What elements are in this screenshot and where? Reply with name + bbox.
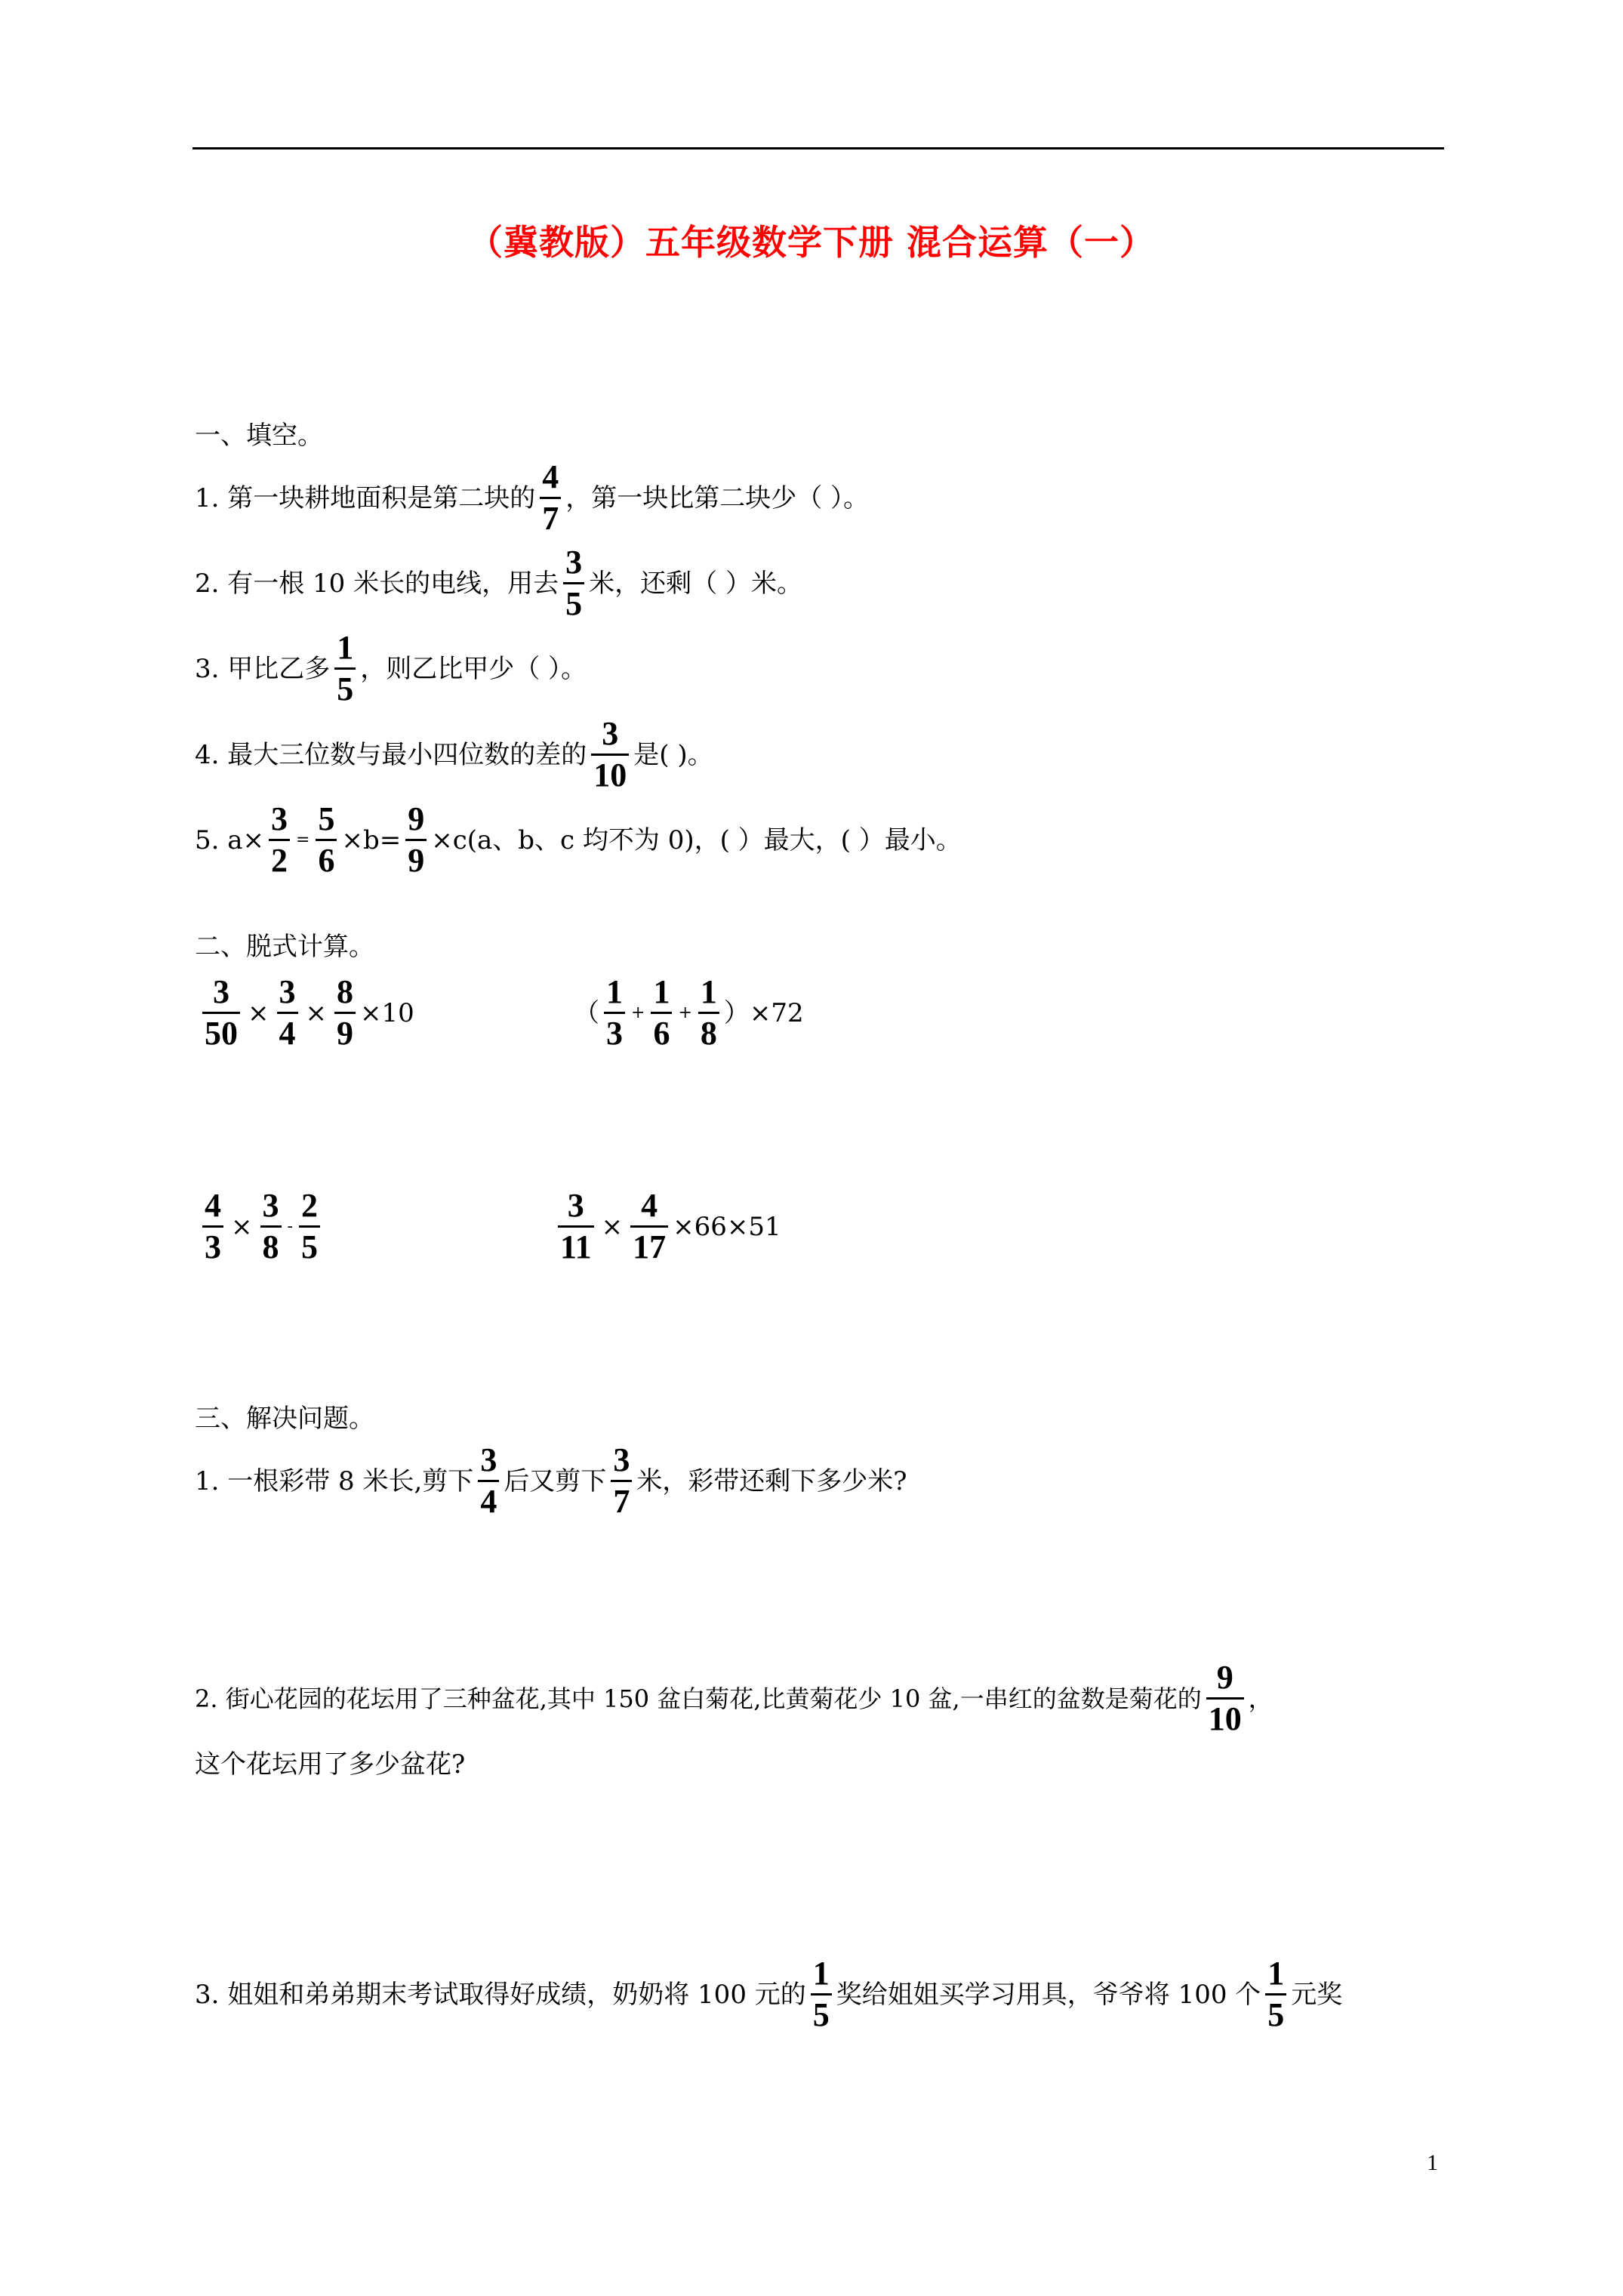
q1-prefix: 1. 第一块耕地面积是第二块的 xyxy=(195,482,536,513)
p3-prefix: 3. 姐姐和弟弟期末考试取得好成绩，奶奶将 100 元的 xyxy=(195,1979,806,2010)
problem-2-line2: 这个花坛用了多少盆花? xyxy=(195,1749,466,1780)
question-1-3 xyxy=(195,631,587,706)
expression-1 xyxy=(198,975,414,1050)
fraction: $\frac{3}{50}$ xyxy=(202,975,240,1050)
fraction: $\frac{1}{3}$ xyxy=(604,975,625,1050)
operator: - xyxy=(287,1216,293,1236)
fraction: $\frac{3}{8}$ xyxy=(260,1189,282,1264)
section2-heading: 二、脱式计算。 xyxy=(195,932,374,962)
equals-sign: = xyxy=(296,830,310,849)
q1-suffix: ，第一块比第二块少（ ）。 xyxy=(565,482,870,513)
operator: + xyxy=(678,1003,692,1022)
p1-prefix: 1. 一根彩带 8 米长,剪下 xyxy=(195,1465,474,1496)
q5-suffix: ×c(a、b、c 均不为 0)，( ）最大，( ）最小。 xyxy=(431,824,962,855)
q4-prefix: 4. 最大三位数与最小四位数的差的 xyxy=(195,739,587,770)
p2-prefix: 2. 街心花园的花坛用了三种盆花,其中 150 盆白菊花,比黄菊花少 10 盆,一串红的盆数是菊花的 xyxy=(195,1684,1202,1713)
fraction: $\frac{1}{5}$ xyxy=(334,631,356,706)
fraction: $\frac{3}{2}$ xyxy=(269,803,290,877)
question-1-4 xyxy=(195,717,713,792)
fraction: $\frac{8}{9}$ xyxy=(334,975,356,1050)
fraction: $\frac{4}{7}$ xyxy=(540,461,561,535)
open-paren: （ xyxy=(574,997,599,1028)
fraction: $\frac{1}{5}$ xyxy=(811,1957,832,2032)
fraction: $\frac{2}{5}$ xyxy=(299,1189,320,1264)
question-1-2 xyxy=(195,546,802,621)
fraction: $\frac{9}{9}$ xyxy=(405,803,427,877)
question-1-5 xyxy=(195,800,962,879)
section1-heading: 一、填空。 xyxy=(195,421,323,451)
p2-suffix: ， xyxy=(1248,1684,1273,1713)
header-rule xyxy=(192,147,1444,149)
expression-tail: ×10 xyxy=(360,997,414,1028)
fraction: $\frac{1}{8}$ xyxy=(698,975,719,1050)
problem-3 xyxy=(195,1957,1342,2032)
fraction: $\frac{3}{4}$ xyxy=(277,975,298,1050)
operator: × xyxy=(601,1211,624,1242)
fraction: $\frac{9}{10}$ xyxy=(1206,1661,1244,1736)
fraction: $\frac{3}{11}$ xyxy=(558,1189,594,1264)
operator: × xyxy=(305,997,327,1028)
fraction: $\frac{3}{5}$ xyxy=(563,546,584,621)
operator: + xyxy=(631,1003,645,1022)
q5-mid: ×b= xyxy=(341,824,402,855)
expression-tail: ×66×51 xyxy=(673,1211,781,1242)
fraction: $\frac{4}{3}$ xyxy=(202,1189,223,1264)
fraction: $\frac{4}{17}$ xyxy=(630,1189,668,1264)
expression-3 xyxy=(198,1189,325,1264)
fraction: $\frac{5}{6}$ xyxy=(316,803,337,877)
expression-4 xyxy=(553,1189,781,1264)
page-number: 1 xyxy=(1427,2150,1438,2175)
q3-suffix: ，则乙比甲少（ ）。 xyxy=(360,653,587,684)
problem-2 xyxy=(195,1661,1273,1736)
q4-suffix: 是( )。 xyxy=(633,739,713,770)
fraction: $\frac{3}{4}$ xyxy=(478,1444,499,1518)
q3-prefix: 3. 甲比乙多 xyxy=(195,653,331,684)
operator: × xyxy=(248,997,269,1028)
page-title: （冀教版）五年级数学下册 混合运算（一） xyxy=(467,222,1155,263)
fraction: $\frac{3}{10}$ xyxy=(591,717,629,792)
p3-mid: 奖给姐姐买学习用具，爷爷将 100 个 xyxy=(836,1979,1261,2010)
q5-prefix: 5. a× xyxy=(195,824,265,855)
operator: × xyxy=(231,1211,253,1242)
problem-1 xyxy=(195,1441,907,1520)
expression-tail: ）×72 xyxy=(723,997,804,1028)
fraction: $\frac{1}{5}$ xyxy=(1265,1957,1286,2032)
fraction: $\frac{1}{6}$ xyxy=(651,975,672,1050)
p1-mid: 后又剪下 xyxy=(504,1465,607,1496)
q2-prefix: 2. 有一根 10 米长的电线，用去 xyxy=(195,568,559,599)
fraction: $\frac{3}{7}$ xyxy=(611,1444,632,1518)
expression-2 xyxy=(574,975,804,1050)
q2-suffix: 米，还剩（ ）米。 xyxy=(589,568,802,599)
p1-suffix: 米，彩带还剩下多少米? xyxy=(636,1465,907,1496)
p3-suffix: 元奖 xyxy=(1291,1979,1343,2010)
section3-heading: 三、解决问题。 xyxy=(195,1404,374,1434)
question-1-1 xyxy=(195,458,870,537)
